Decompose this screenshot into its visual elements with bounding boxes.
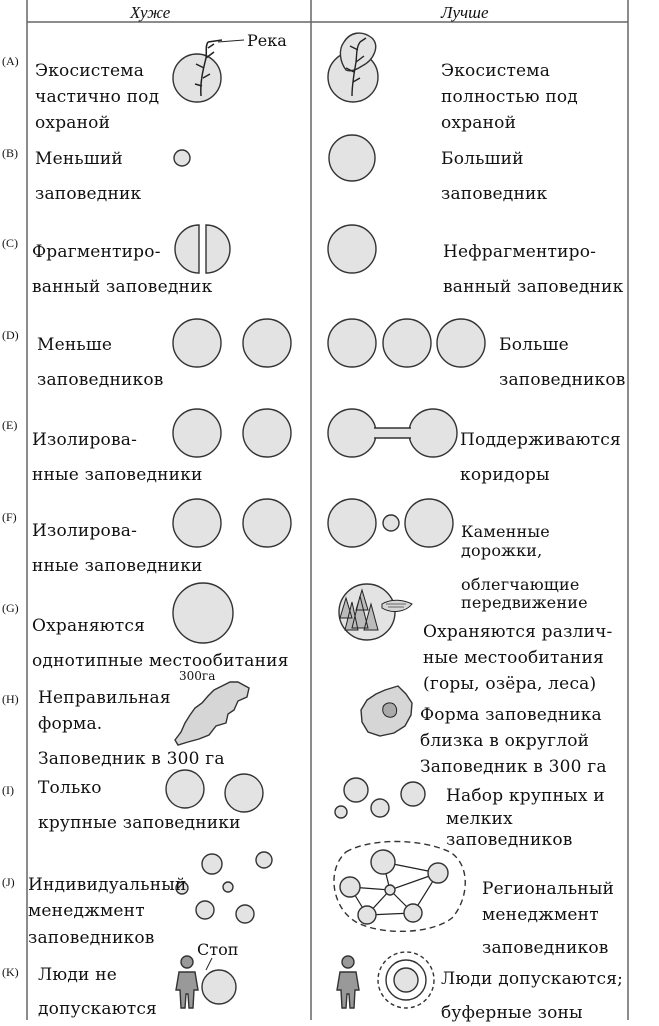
row-j-worse-line2: менеджмент xyxy=(28,901,145,921)
row-i-worse-line1: Только xyxy=(38,778,102,798)
row-k-better-line2: буферные зоны xyxy=(441,1003,583,1023)
row-a-worse-line3: охраной xyxy=(35,113,111,133)
stop-annotation: Стоп xyxy=(197,940,239,959)
row-b-worse-line2: заповедник xyxy=(35,184,142,204)
row-h-worse-line2: форма. xyxy=(38,714,103,734)
row-a-better-line3: охраной xyxy=(441,113,517,133)
mixed-size-reserves xyxy=(335,778,425,818)
row-j-worse-line1: Индивидуальный xyxy=(28,875,187,895)
row-k-better-line1: Люди допускаются; xyxy=(441,969,624,989)
row-a-better-line2: полностью под xyxy=(441,87,578,107)
row-h-better-line2: близка в округлой xyxy=(420,731,590,751)
row-f-worse-line1: Изолирова- xyxy=(32,521,138,541)
person-excluded-figure xyxy=(176,956,198,1008)
ecosystem-full-icon xyxy=(328,33,378,102)
river-annotation: Река xyxy=(247,31,287,50)
row-f-better-line1: Каменные xyxy=(461,522,550,541)
fewer-reserves-circles xyxy=(173,319,291,367)
row-d-better-line2: заповедников xyxy=(499,370,626,390)
row-b-worse-line1: Меньший xyxy=(35,149,123,169)
header-worse: Хуже xyxy=(130,3,171,22)
row-h-better-line3: Заповедник в 300 га xyxy=(420,757,607,777)
only-large-reserves xyxy=(166,770,263,812)
row-i-better-line2: мелких xyxy=(446,809,513,829)
buffer-zones-icon xyxy=(378,952,434,1008)
row-c-better-line2: ванный заповедник xyxy=(443,277,624,297)
row-k-worse-line1: Люди не xyxy=(38,965,117,985)
more-reserves-circles xyxy=(328,319,485,367)
row-h-better-line1: Форма заповедника xyxy=(420,705,602,725)
isolated-reserves-e xyxy=(173,409,291,457)
fragmented-reserve-shape xyxy=(175,225,230,273)
corridor-reserves xyxy=(328,409,457,457)
row-e-better-line1: Поддерживаются xyxy=(460,430,621,450)
row-c-better-line1: Нефрагментиро- xyxy=(443,242,597,262)
row-label-e: (E) xyxy=(2,418,18,432)
stop-pointer xyxy=(206,958,212,970)
row-g-better-line3: (горы, озёра, леса) xyxy=(423,674,597,694)
irregular-reserve-shape xyxy=(175,682,249,745)
no-access-reserve xyxy=(202,970,236,1004)
header-better: Лучше xyxy=(441,3,489,22)
row-f-worse-line2: нные заповедники xyxy=(32,556,203,576)
row-j-worse-line3: заповедников xyxy=(28,928,155,948)
row-j-better-line3: заповедников xyxy=(482,938,609,958)
row-a-better-line1: Экосистема xyxy=(441,61,551,81)
row-f-better-line4: передвижение xyxy=(461,593,588,612)
large-reserve-circle xyxy=(329,135,375,181)
row-g-better-line1: Охраняются различ- xyxy=(423,622,613,642)
row-k-worse-line2: допускаются xyxy=(38,999,157,1019)
row-a-worse-line1: Экосистема xyxy=(35,61,145,81)
row-f-better-line3: облегчающие xyxy=(461,575,580,594)
regional-management-network xyxy=(334,842,465,932)
diverse-habitats-icon xyxy=(339,584,412,640)
row-label-j: (J) xyxy=(2,875,15,889)
row-i-worse-line2: крупные заповедники xyxy=(38,813,241,833)
small-reserve-circle xyxy=(174,150,190,166)
row-j-better-line2: менеджмент xyxy=(482,905,599,925)
row-c-worse-line2: ванный заповедник xyxy=(32,277,213,297)
row-label-g: (G) xyxy=(2,601,19,615)
row-label-a: (A) xyxy=(2,54,19,68)
row-i-better-line1: Набор крупных и xyxy=(446,786,605,806)
row-label-c: (C) xyxy=(2,236,18,250)
row-label-f: (F) xyxy=(2,510,17,524)
row-i-better-line3: заповедников xyxy=(446,830,573,850)
unfragmented-reserve-circle xyxy=(328,225,376,273)
round-reserve-shape xyxy=(361,686,412,736)
isolated-reserves-f xyxy=(173,499,291,547)
row-label-k: (K) xyxy=(2,965,19,979)
row-label-i: (I) xyxy=(2,783,14,797)
row-h-worse-line1: Неправильная xyxy=(38,688,171,708)
stepping-stone-reserves xyxy=(328,499,453,547)
row-d-worse-line1: Меньше xyxy=(37,335,113,355)
row-d-worse-line2: заповедников xyxy=(37,370,164,390)
row-e-worse-line1: Изолирова- xyxy=(32,430,138,450)
individual-management-circles xyxy=(176,852,272,923)
row-label-h: (H) xyxy=(2,692,19,706)
area-annotation: 300га xyxy=(179,669,216,683)
row-h-worse-line3: Заповедник в 300 га xyxy=(38,749,225,769)
row-g-worse-line1: Охраняются xyxy=(32,616,146,636)
single-habitat-circle xyxy=(173,583,233,643)
row-label-b: (B) xyxy=(2,146,18,160)
row-f-better-line2: дорожки, xyxy=(461,541,543,560)
row-g-worse-line2: однотипные местообитания xyxy=(32,651,289,671)
row-g-better-line2: ные местообитания xyxy=(423,648,604,668)
row-e-better-line2: коридоры xyxy=(460,465,550,485)
row-c-worse-line1: Фрагментиро- xyxy=(32,242,161,262)
ecosystem-partial-icon xyxy=(173,40,244,102)
row-j-better-line1: Региональный xyxy=(482,879,615,899)
row-b-better-line1: Больший xyxy=(441,149,524,169)
row-e-worse-line2: нные заповедники xyxy=(32,465,203,485)
row-a-worse-line2: частично под xyxy=(35,87,160,107)
row-b-better-line2: заповедник xyxy=(441,184,548,204)
person-allowed-figure xyxy=(337,956,359,1008)
row-label-d: (D) xyxy=(2,328,19,342)
row-d-better-line1: Больше xyxy=(499,335,569,355)
